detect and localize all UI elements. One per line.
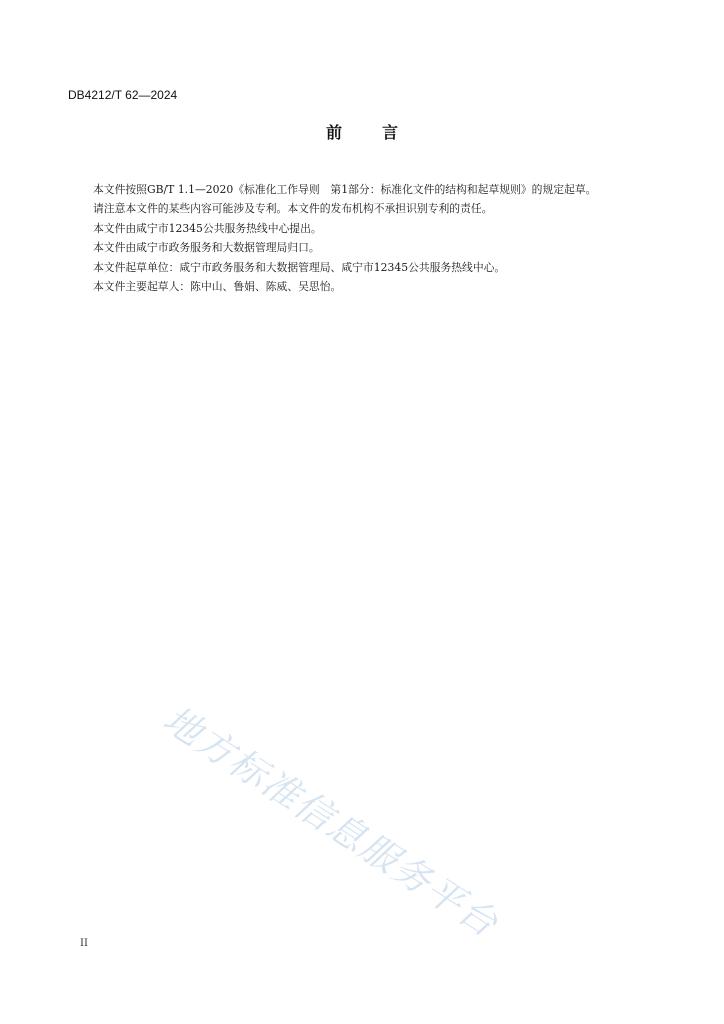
watermark: 地方标准信息服务平台 xyxy=(155,697,507,947)
page-title-char-2: 言 xyxy=(382,123,399,142)
paragraph-drafting-basis: 本文件按照GB/T 1.1—2020《标准化工作导则 第1部分：标准化文件的结构和起草规则》的规定起草。 xyxy=(93,183,597,196)
page-number: II xyxy=(80,938,88,949)
paragraph-drafting-units: 本文件起草单位：咸宁市政务服务和大数据管理局、咸宁市12345公共服务热线中心。 xyxy=(93,260,506,274)
paragraph-centralized-unit: 本文件由咸宁市政务服务和大数据管理局归口。 xyxy=(93,241,320,255)
paragraph-patent-notice: 请注意本文件的某些内容可能涉及专利。本文件的发布机构不承担识别专利的责任。 xyxy=(93,202,493,216)
foreword-body xyxy=(68,180,634,296)
paragraph-proposer: 本文件由咸宁市12345公共服务热线中心提出。 xyxy=(93,221,322,235)
paragraph-drafters: 本文件主要起草人：陈中山、鲁娟、陈威、吴思怡。 xyxy=(93,280,342,294)
page-title-char-1: 前 xyxy=(325,123,342,142)
page-title xyxy=(0,120,724,143)
document-code: DB4212/T 62—2024 xyxy=(68,88,178,102)
